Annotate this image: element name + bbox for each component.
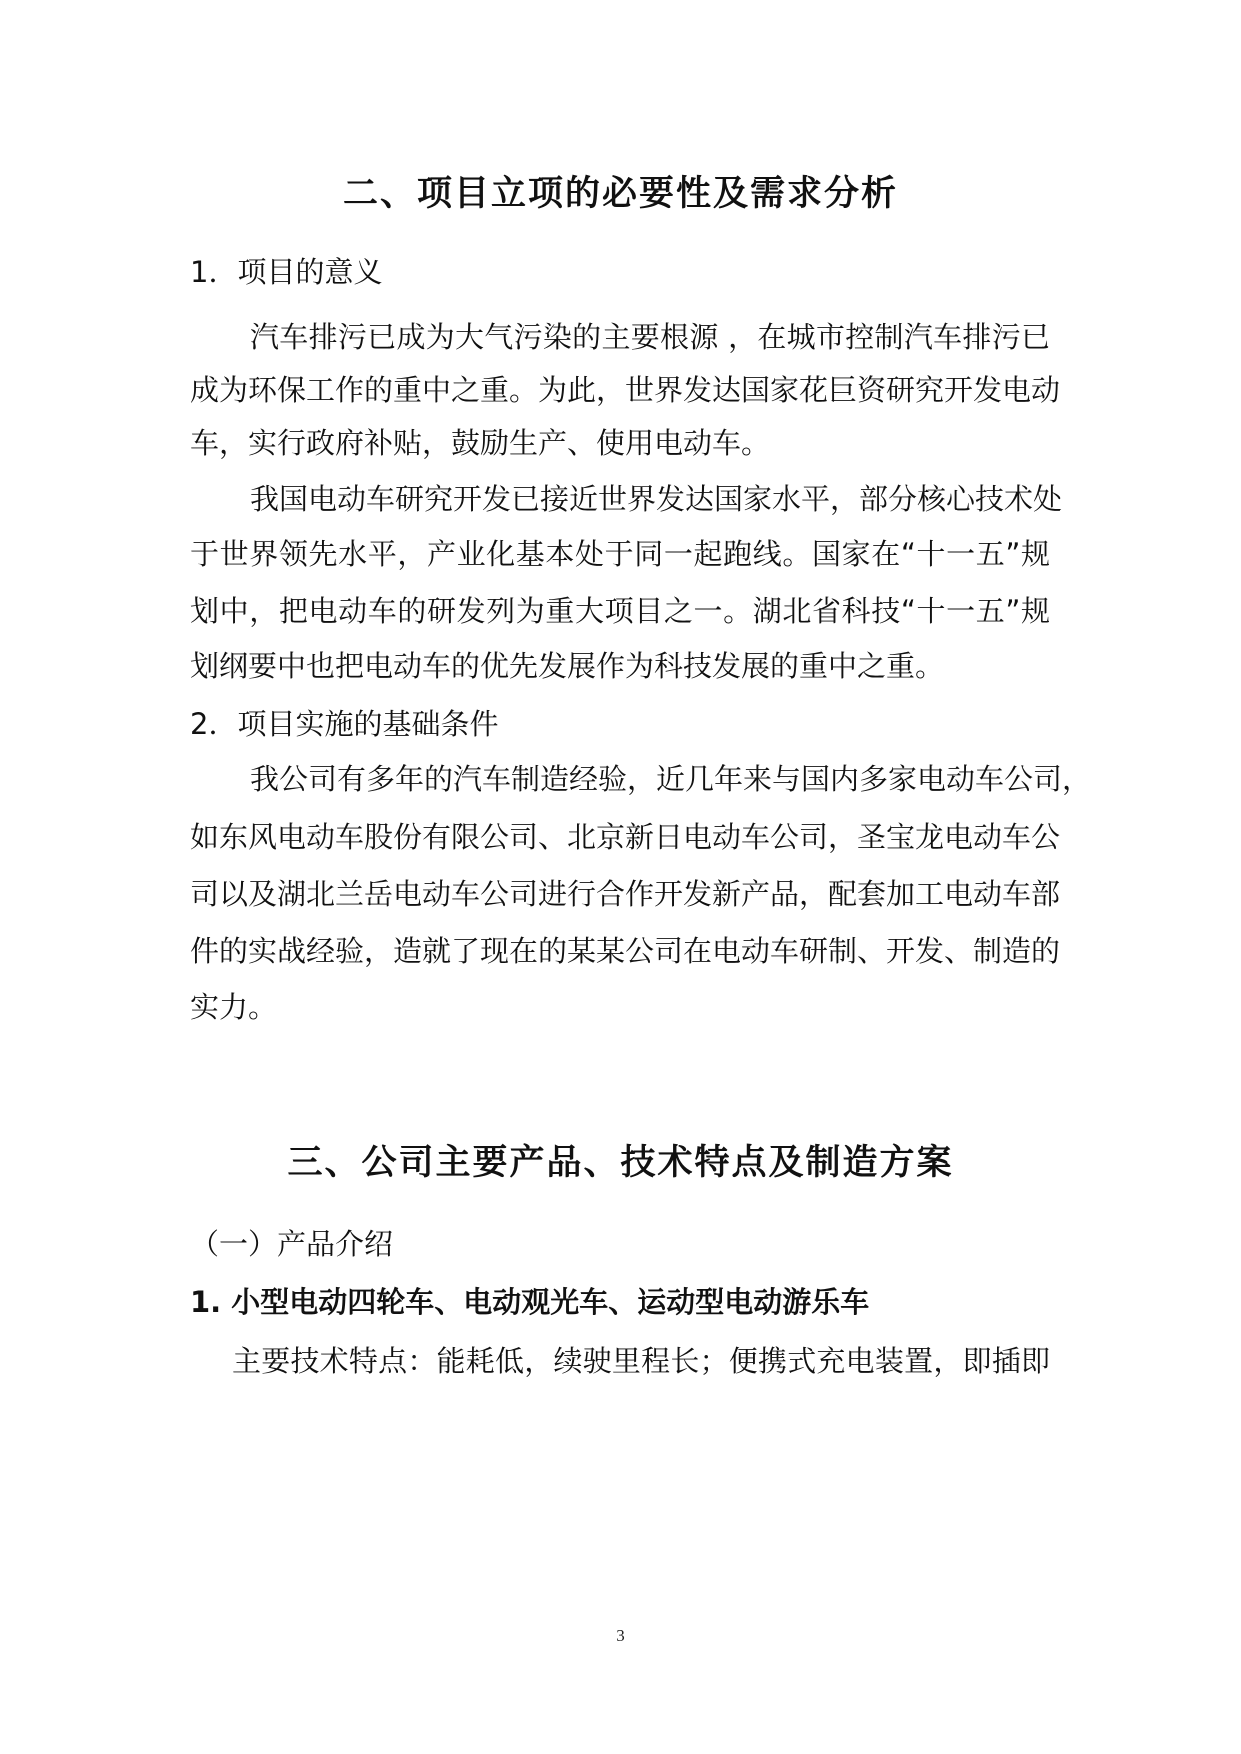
paragraph-line: 我公司有多年的汽车制造经验，近几年来与国内多家电动车公司， [250,762,1092,796]
subheading-project-significance: 1．项目的意义 [190,255,383,289]
subheading-product-introduction: （一）产品介绍 [190,1227,394,1261]
paragraph-line: 主要技术特点：能耗低，续驶里程长；便携式充电装置，即插即 [232,1344,1050,1378]
paragraph-line: 司以及湖北兰岳电动车公司进行合作开发新产品，配套加工电动车部 [190,877,1061,911]
section-3-heading: 三、公司主要产品、技术特点及制造方案 [287,1143,954,1183]
page-number: 3 [616,1626,625,1645]
paragraph-line: 我国电动车研究开发已接近世界发达国家水平，部分核心技术处 [250,482,1063,516]
subheading-implementation-basis: 2．项目实施的基础条件 [190,707,499,741]
subheading-product-1: 1. 小型电动四轮车、电动观光车、运动型电动游乐车 [190,1285,870,1319]
paragraph-line: 车，实行政府补贴，鼓励生产、使用电动车。 [190,426,771,460]
paragraph-line: 如东风电动车股份有限公司、北京新日电动车公司，圣宝龙电动车公 [190,820,1061,854]
paragraph-line: 成为环保工作的重中之重。为此，世界发达国家花巨资研究开发电动 [190,373,1061,407]
paragraph-line: 汽车排污已成为大气污染的主要根源 ，在城市控制汽车排污已 [250,320,1050,354]
paragraph-line: 划纲要中也把电动车的优先发展作为科技发展的重中之重。 [190,649,945,683]
paragraph-line: 于世界领先水平，产业化基本处于同一起跑线。国家在“十一五”规 [190,537,1050,571]
section-2-heading: 二、项目立项的必要性及需求分析 [342,174,898,214]
paragraph-line: 划中，把电动车的研发列为重大项目之一。湖北省科技“十一五”规 [190,594,1050,628]
paragraph-line: 实力。 [190,990,278,1024]
paragraph-line: 件的实战经验，造就了现在的某某公司在电动车研制、开发、制造的 [190,934,1061,968]
